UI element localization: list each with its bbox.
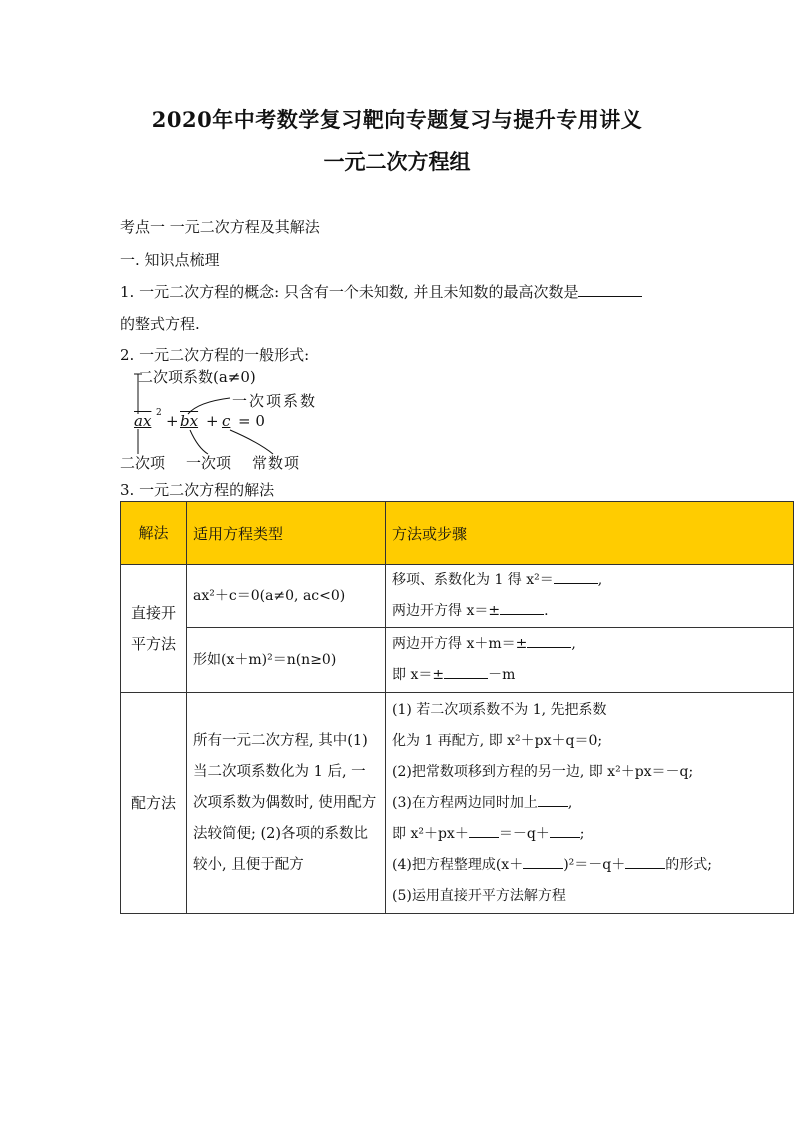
step-text: ＝－q＋ xyxy=(498,825,550,842)
step-line: (1) 若二次项系数不为 1, 先把系数 xyxy=(392,701,607,718)
step-line xyxy=(392,788,787,819)
step-line xyxy=(392,850,787,881)
fill-blank xyxy=(625,854,665,869)
method-direct-sqrt xyxy=(121,565,187,693)
item-1 xyxy=(120,281,642,302)
label-linear-term: 一次项 xyxy=(186,454,232,472)
fill-blank xyxy=(554,569,598,584)
eq-equals-zero: = 0 xyxy=(238,412,265,430)
step-line xyxy=(392,565,787,596)
step-line: 化为 1 再配方, 即 x²＋px＋q＝0; xyxy=(392,732,603,749)
label-quadratic-term: 二次项 xyxy=(120,454,166,472)
fill-blank xyxy=(578,282,642,297)
steps-cell xyxy=(386,565,794,628)
eq-c: c xyxy=(222,412,231,430)
table-header-row xyxy=(121,502,794,565)
section-subheading: 一. 知识点梳理 xyxy=(120,251,220,269)
method-name-line: 直接开 xyxy=(130,603,176,622)
step-text: 即 x²＋px＋ xyxy=(392,825,469,842)
header-method: 解法 xyxy=(121,502,187,565)
eq-ax: ax xyxy=(134,412,152,430)
type-cell xyxy=(187,628,386,693)
label-constant-term: 常数项 xyxy=(252,454,301,472)
item-3: 3. 一元二次方程的解法 xyxy=(120,481,275,499)
item-1-text: 1. 一元二次方程的概念: 只含有一个未知数, 并且未知数的最高次数是 xyxy=(120,283,579,301)
document-title: 2020年中考数学复习靶向专题复习与提升专用讲义 xyxy=(151,107,643,132)
step-line xyxy=(392,629,787,660)
step-text: )²＝－q＋ xyxy=(563,856,626,873)
fill-blank xyxy=(500,600,544,615)
method-name-line: 平方法 xyxy=(130,634,176,653)
fill-blank xyxy=(444,664,488,679)
header-equation-type: 适用方程类型 xyxy=(187,502,386,565)
header-steps: 方法或步骤 xyxy=(386,502,794,565)
type-cell xyxy=(187,565,386,628)
step-line xyxy=(392,819,787,850)
step-text: ; xyxy=(579,825,585,842)
eq-plus-1: + xyxy=(166,412,179,430)
step-text: 两边开方得 x＋m＝± xyxy=(392,636,528,652)
type-cell xyxy=(187,693,386,914)
label-linear-coefficient: 一次项系数 xyxy=(232,392,318,410)
eq-square: 2 xyxy=(156,408,162,418)
eq-bx: bx xyxy=(180,412,199,430)
step-text: (4)把方程整理成(x＋ xyxy=(392,856,524,873)
table-row xyxy=(121,693,794,914)
step-line xyxy=(392,596,787,627)
step-text: 的形式; xyxy=(665,856,712,873)
step-text: 即 x＝± xyxy=(392,667,445,683)
step-text: －m xyxy=(488,667,516,683)
type-text: 形如(x＋m)²＝n(n≥0) xyxy=(193,651,337,668)
solution-methods-table xyxy=(120,501,794,914)
type-text: ax²＋c＝0(a≠0, ac<0) xyxy=(193,587,346,604)
step-text: , xyxy=(567,794,573,811)
type-text: 所有一元二次方程, 其中(1)当二次项系数化为 1 后, 一次项系数为偶数时, 使用配方法较简便; (2)各项的系数比较小, 且便于配方 xyxy=(193,732,377,873)
document-subtitle: 一元二次方程组 xyxy=(323,149,471,174)
fill-blank xyxy=(538,792,568,807)
item-1-continued: 的整式方程. xyxy=(120,315,200,333)
step-text: (3)在方程两边同时加上 xyxy=(392,794,538,811)
method-completing-square: 配方法 xyxy=(121,693,187,914)
label-quadratic-coefficient: 二次项系数(a≠0) xyxy=(138,368,256,386)
table-row xyxy=(121,565,794,628)
fill-blank xyxy=(527,633,571,648)
step-line xyxy=(392,660,787,691)
step-text: . xyxy=(544,603,549,619)
step-text: , xyxy=(571,636,576,652)
step-line: (5)运用直接开平方法解方程 xyxy=(392,887,566,904)
section-heading: 考点一 一元二次方程及其解法 xyxy=(120,218,320,236)
fill-blank xyxy=(469,823,499,838)
table-row xyxy=(121,628,794,693)
step-text: 两边开方得 x＝± xyxy=(392,603,501,619)
steps-cell xyxy=(386,693,794,914)
step-text: 移项、系数化为 1 得 x²＝ xyxy=(392,572,554,588)
steps-cell xyxy=(386,628,794,693)
fill-blank xyxy=(550,823,580,838)
step-text: , xyxy=(597,572,603,588)
general-form-diagram xyxy=(118,362,338,474)
eq-plus-2: + xyxy=(206,412,219,430)
fill-blank xyxy=(523,854,563,869)
item-2: 2. 一元二次方程的一般形式: xyxy=(120,346,310,364)
step-line: (2)把常数项移到方程的另一边, 即 x²＋px＝－q; xyxy=(392,763,694,780)
